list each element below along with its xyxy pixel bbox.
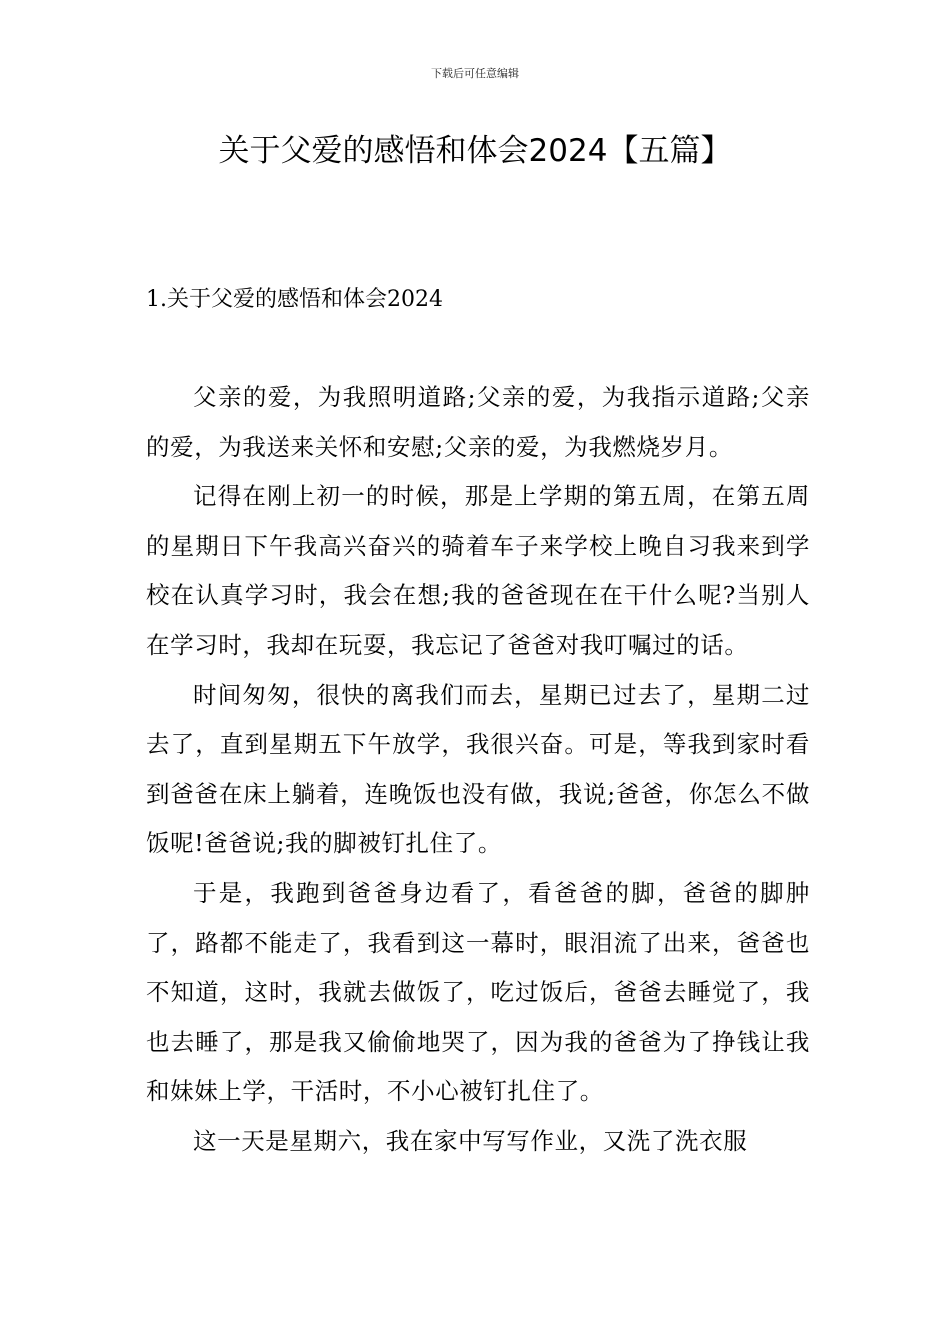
paragraph: 时间匆匆，很快的离我们而去，星期已过去了，星期二过去了，直到星期五下午放学，我很兴奋。可是，等我到家时看到爸爸在床上躺着，连晚饭也没有做，我说;爸爸，你怎么不做饭呢!爸爸说;我的脚被钉扎住了。 xyxy=(146,680,810,858)
body-text xyxy=(146,373,810,1167)
paragraph: 这一天是星期六，我在家中写写作业，又洗了洗衣服 xyxy=(193,1126,748,1155)
document-title: 关于父爱的感悟和体会2024【五篇】 xyxy=(218,133,732,169)
section-heading: 1.关于父爱的感悟和体会2024 xyxy=(146,287,443,312)
header-note: 下载后可任意编辑 xyxy=(431,67,519,80)
paragraph: 记得在刚上初一的时候，那是上学期的第五周，在第五周的星期日下午我高兴奋兴的骑着车子来学校上晚自习我来到学校在认真学习时，我会在想;我的爸爸现在在干什么呢?当别人在学习时，我却在玩耍，我忘记了爸爸对我叮嘱过的话。 xyxy=(146,482,810,659)
paragraph: 父亲的爱，为我照明道路;父亲的爱，为我指示道路;父亲的爱，为我送来关怀和安慰;父亲的爱，为我燃烧岁月。 xyxy=(146,383,810,461)
paragraph: 于是，我跑到爸爸身边看了，看爸爸的脚，爸爸的脚肿了，路都不能走了，我看到这一幕时，眼泪流了出来，爸爸也不知道，这时，我就去做饭了，吃过饭后，爸爸去睡觉了，我也去睡了，那是我又偷偷地哭了，因为我的爸爸为了挣钱让我和妹妹上学，干活时，不小心被钉扎住了。 xyxy=(146,878,810,1106)
